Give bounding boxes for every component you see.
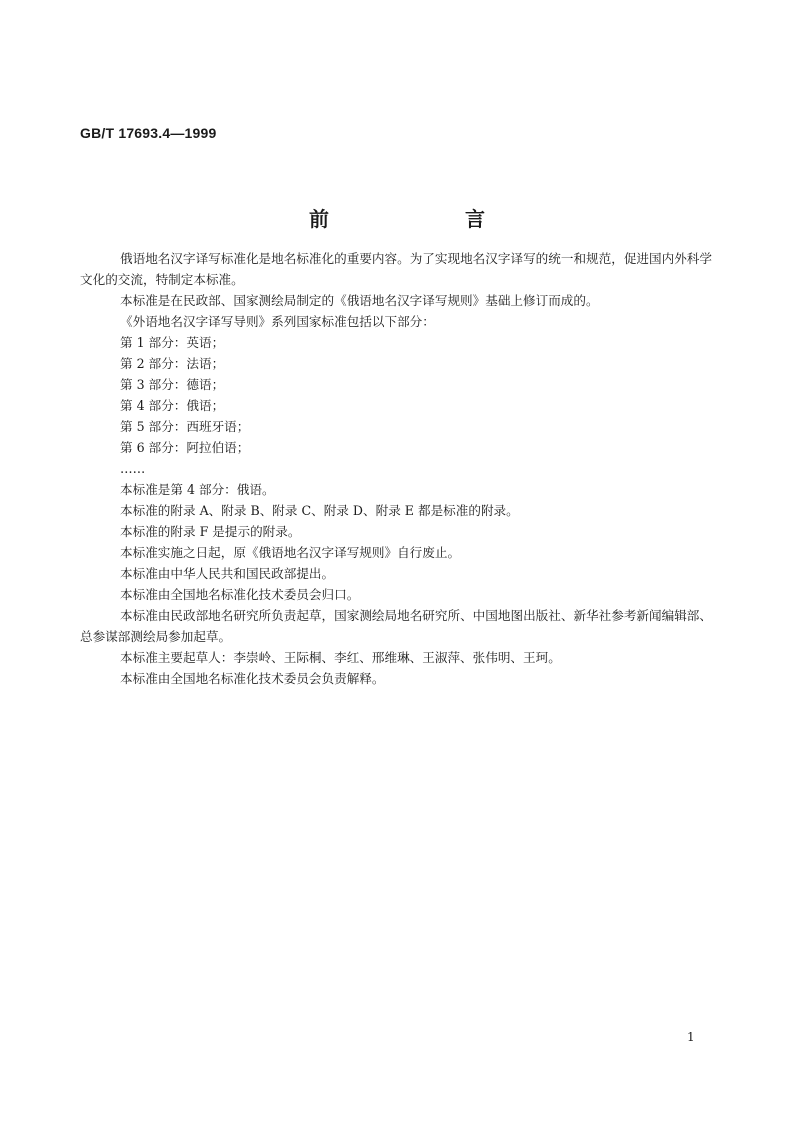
list-item: 第 3 部分：德语；	[120, 377, 225, 392]
paragraph: 《外语地名汉字译写导则》系列国家标准包括以下部分：	[120, 314, 435, 329]
paragraph: 本标准由中华人民共和国民政部提出。	[120, 566, 335, 581]
paragraph: 俄语地名汉字译写标准化是地名标准化的重要内容。为了实现地名汉字译写的统一和规范，促进国内外科学文化的交流，特制定本标准。	[80, 251, 712, 287]
paragraph: 本标准实施之日起，原《俄语地名汉字译写规则》自行废止。	[120, 545, 461, 560]
page-title: 前 言	[309, 207, 517, 231]
paragraph: 本标准由全国地名标准化技术委员会负责解释。	[120, 671, 385, 686]
list-item: 第 2 部分：法语；	[120, 356, 225, 371]
list-item: 第 6 部分：阿拉伯语；	[120, 440, 250, 455]
list-item: 第 5 部分：西班牙语；	[120, 419, 250, 434]
paragraph: 本标准的附录 A、附录 B、附录 C、附录 D、附录 E 都是标准的附录。	[120, 503, 519, 518]
foreword-body	[80, 248, 712, 689]
list-item: 第 1 部分：英语；	[120, 335, 225, 350]
paragraph: 本标准主要起草人：李崇岭、王际桐、李红、邢维琳、王淑萍、张伟明、王珂。	[120, 650, 561, 665]
paragraph: 本标准是在民政部、国家测绘局制定的《俄语地名汉字译写规则》基础上修订而成的。	[120, 293, 599, 308]
list-ellipsis: ……	[120, 461, 146, 476]
paragraph: 本标准由民政部地名研究所负责起草，国家测绘局地名研究所、中国地图出版社、新华社参考新闻编辑部、总参谋部测绘局参加起草。	[80, 608, 712, 644]
list-item: 第 4 部分：俄语；	[120, 398, 225, 413]
page-number: 1	[687, 1030, 695, 1044]
standard-code: GB/T 17693.4—1999	[80, 125, 217, 141]
paragraph: 本标准由全国地名标准化技术委员会归口。	[120, 587, 360, 602]
paragraph: 本标准的附录 F 是提示的附录。	[120, 524, 301, 539]
paragraph: 本标准是第 4 部分：俄语。	[120, 482, 275, 497]
